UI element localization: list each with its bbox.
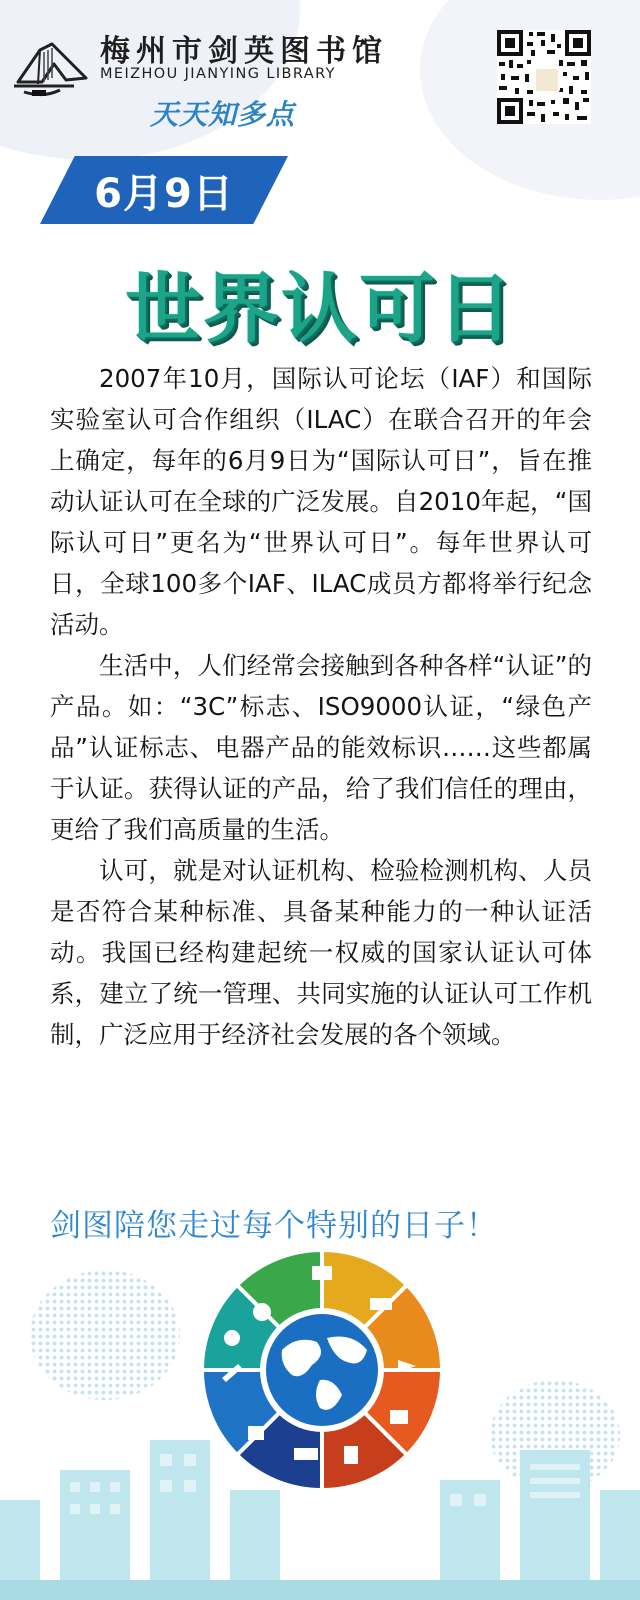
decorative-dots — [30, 1270, 180, 1400]
accreditation-wheel — [202, 1250, 442, 1490]
library-name-english: MEIZHOU JIANYING LIBRARY — [100, 66, 336, 82]
library-logo-icon — [14, 38, 90, 102]
closing-line: 剑图陪您走过每个特别的日子！ — [50, 1208, 498, 1244]
recycle-icon — [253, 1303, 271, 1321]
qr-center-logo — [534, 67, 560, 93]
paragraph-1: 2007年10月，国际认可论坛（IAF）和国际实验室认可合作组织（ILAC）在联合召开的年会上确定，每年的6月9日为“国际认可日”，旨在推动认证认可在全球的广泛发展。自2010年起，“国际认可日”更名为“世界认可日”。每年世界认可日，全球100多个IAF、ILAC成员方都将举行纪念活动。 — [50, 364, 592, 639]
globe-icon — [266, 1314, 378, 1426]
building-icon — [344, 1446, 358, 1464]
ship-icon — [370, 1298, 392, 1310]
warehouse-icon — [390, 1410, 408, 1424]
truck-icon — [294, 1448, 318, 1460]
slogan: 天天知多点 — [150, 98, 296, 131]
page-title: 世界认可日 — [125, 264, 515, 353]
article-body — [50, 358, 592, 1055]
cart-icon — [248, 1426, 264, 1440]
money-icon — [224, 1330, 240, 1346]
date-label: 6月9日 — [94, 170, 234, 217]
paragraph-3: 认可，就是对认证机构、检验检测机构、人员是否符合某种标准、具备某种能力的一种认证活动。我国已经构建起统一权威的国家认证认可体系，建立了统一管理、共同实施的认证认可工作机制，广泛应用于经济社会发展的各个领域。 — [50, 856, 592, 1049]
factory-icon — [312, 1266, 332, 1280]
qr-code[interactable] — [497, 30, 591, 124]
library-name: 梅州市剑英图书馆 — [100, 34, 388, 69]
paragraph-2: 生活中，人们经常会接触到各种各样“认证”的产品。如：“3C”标志、ISO9000认证，“绿色产品”认证标志、电器产品的能效标识……这些都属于认证。获得认证的产品，给了我们信任的理由，更给了我们高质量的生活。 — [50, 651, 592, 844]
